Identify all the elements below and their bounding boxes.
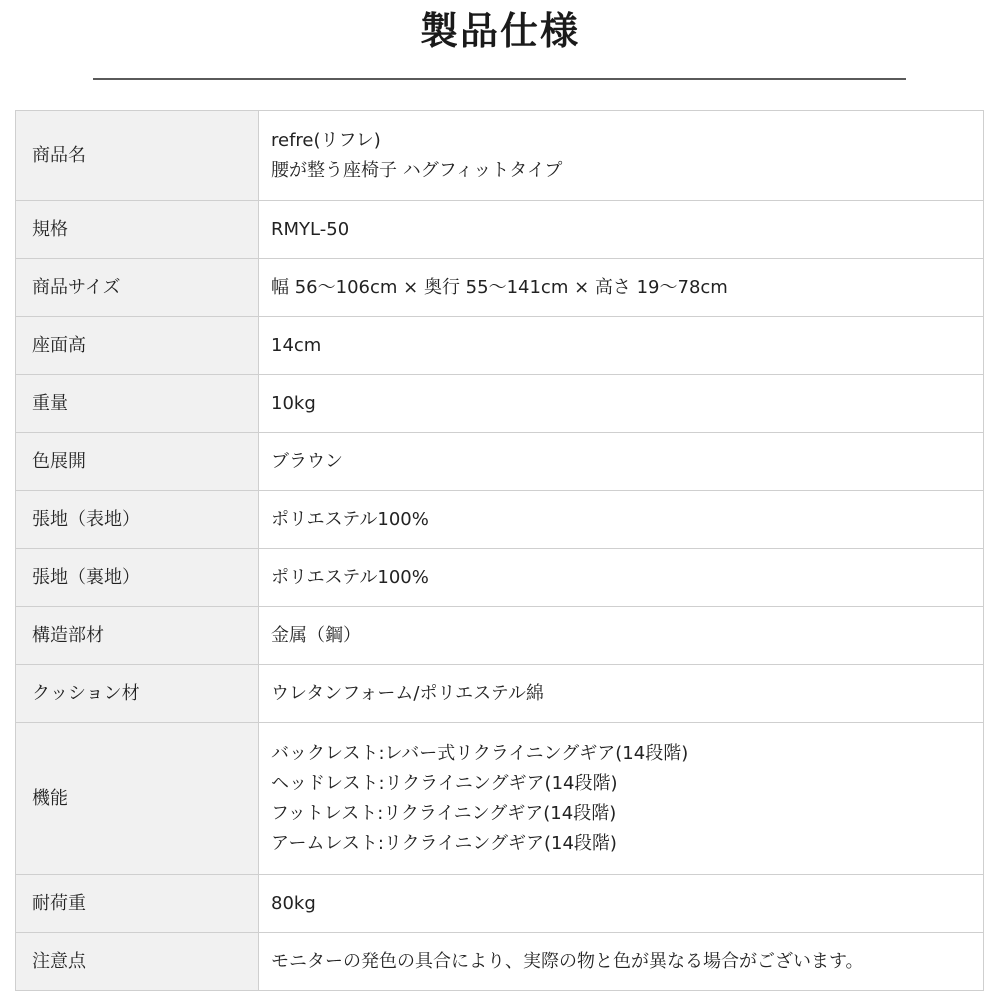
spec-label: 張地（裏地） (16, 549, 259, 607)
spec-value-line: フットレスト:リクライニングギア(14段階) (271, 802, 617, 824)
spec-value-line: 14cm (271, 334, 322, 356)
spec-value-line: ポリエステル100% (271, 566, 429, 588)
spec-row-cushion-material (16, 665, 984, 723)
spec-value (259, 933, 984, 991)
spec-value (259, 491, 984, 549)
spec-label: 耐荷重 (16, 875, 259, 933)
spec-row-size (16, 259, 984, 317)
spec-value-line: 10kg (271, 392, 316, 414)
spec-value (259, 549, 984, 607)
spec-value-line: 金属（鋼） (271, 624, 361, 646)
spec-label: 商品サイズ (16, 259, 259, 317)
spec-value (259, 259, 984, 317)
spec-label: 座面高 (16, 317, 259, 375)
spec-label: 商品名 (16, 111, 259, 201)
spec-label: 機能 (16, 723, 259, 875)
spec-table (15, 110, 984, 991)
spec-value-line: バックレスト:レバー式リクライニングギア(14段階) (271, 742, 689, 764)
spec-value (259, 723, 984, 875)
spec-row-weight (16, 375, 984, 433)
spec-label: 張地（表地） (16, 491, 259, 549)
page-title: 製品仕様 (419, 9, 580, 53)
spec-value-line: 腰が整う座椅子 ハグフィットタイプ (271, 159, 563, 181)
spec-label: 規格 (16, 201, 259, 259)
spec-value (259, 665, 984, 723)
spec-row-functions (16, 723, 984, 875)
spec-row-upholstery-outer (16, 491, 984, 549)
spec-value-line: refre(リフレ) (271, 129, 381, 151)
spec-value-line: ヘッドレスト:リクライニングギア(14段階) (271, 772, 618, 794)
spec-value-line: ブラウン (271, 450, 343, 472)
spec-value-line: 幅 56〜106cm × 奥行 55〜141cm × 高さ 19〜78cm (271, 276, 728, 298)
spec-value (259, 375, 984, 433)
spec-value-line: アームレスト:リクライニングギア(14段階) (271, 832, 617, 854)
spec-value-line: ポリエステル100% (271, 508, 429, 530)
spec-row-seat-height (16, 317, 984, 375)
spec-label: 構造部材 (16, 607, 259, 665)
spec-value-line: RMYL-50 (271, 218, 350, 240)
spec-value (259, 607, 984, 665)
spec-value (259, 317, 984, 375)
spec-label: 注意点 (16, 933, 259, 991)
spec-value (259, 875, 984, 933)
spec-label: クッション材 (16, 665, 259, 723)
spec-value-line: モニターの発色の具合により、実際の物と色が異なる場合がございます。 (271, 950, 864, 972)
spec-label: 色展開 (16, 433, 259, 491)
spec-value (259, 111, 984, 201)
title-divider (93, 78, 906, 80)
spec-row-upholstery-back (16, 549, 984, 607)
spec-row-model (16, 201, 984, 259)
spec-row-product-name (16, 111, 984, 201)
spec-row-color (16, 433, 984, 491)
spec-row-notes (16, 933, 984, 991)
spec-value (259, 433, 984, 491)
spec-value-line: ウレタンフォーム/ポリエステル綿 (271, 682, 544, 704)
spec-label: 重量 (16, 375, 259, 433)
spec-row-load-capacity (16, 875, 984, 933)
spec-value (259, 201, 984, 259)
spec-row-frame-material (16, 607, 984, 665)
spec-value-line: 80kg (271, 892, 316, 914)
